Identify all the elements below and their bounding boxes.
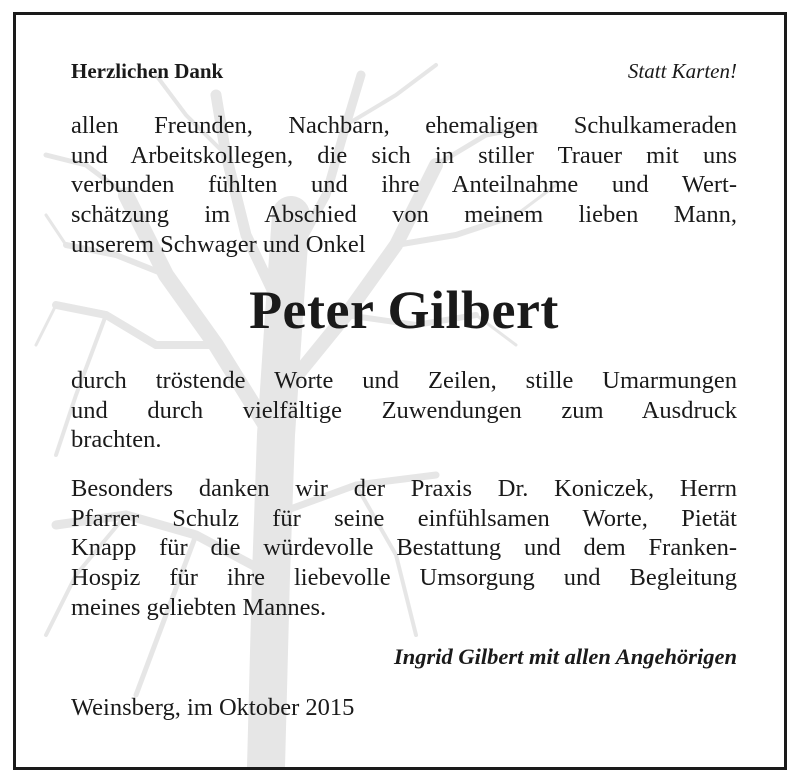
paragraph-line: Hospiz für ihre liebevolle Umsorgung und Begleitung [71,564,737,592]
greeting-heading: Herzlichen Dank [71,59,224,83]
deceased-name: Peter Gilbert [249,280,559,340]
thanks-paragraph [71,111,737,260]
no-cards-notice: Statt Karten! [627,59,737,83]
place-and-date: Weinsberg, im Oktober 2015 [71,694,355,721]
signature: Ingrid Gilbert mit allen Angehörigen [394,644,737,669]
paragraph-line: allen Freunden, Nachbarn, ehemaligen Schulkameraden [71,112,737,139]
paragraph-line: brachten. [71,426,162,454]
paragraph-line: Knapp für die würdevolle Bestattung und dem Franken- [71,534,737,562]
paragraph-line: schätzung im Abschied von meinem lieben Mann, [71,201,737,229]
paragraph-line: Pfarrer Schulz für seine einfühlsamen Worte, Pietät [71,504,737,532]
paragraph-line: Besonders danken wir der Praxis Dr. Koniczek, Herrn [71,475,737,502]
paragraph-line: und Arbeitskollegen, die sich in stiller Trauer mit uns [71,141,737,169]
consolation-paragraph [71,366,737,455]
paragraph-line: unserem Schwager und Onkel [71,230,366,258]
paragraph-line: und durch vielfältige Zuwendungen zum Ausdruck [71,396,737,424]
paragraph-line: verbunden fühlten und ihre Anteilnahme und Wert- [71,171,737,199]
paragraph-line: durch tröstende Worte und Zeilen, stille Umarmungen [71,367,737,394]
header-row [71,59,737,89]
obituary-notice-frame [13,12,787,770]
special-thanks-paragraph [71,474,737,623]
paragraph-line: meines geliebten Mannes. [71,593,327,621]
